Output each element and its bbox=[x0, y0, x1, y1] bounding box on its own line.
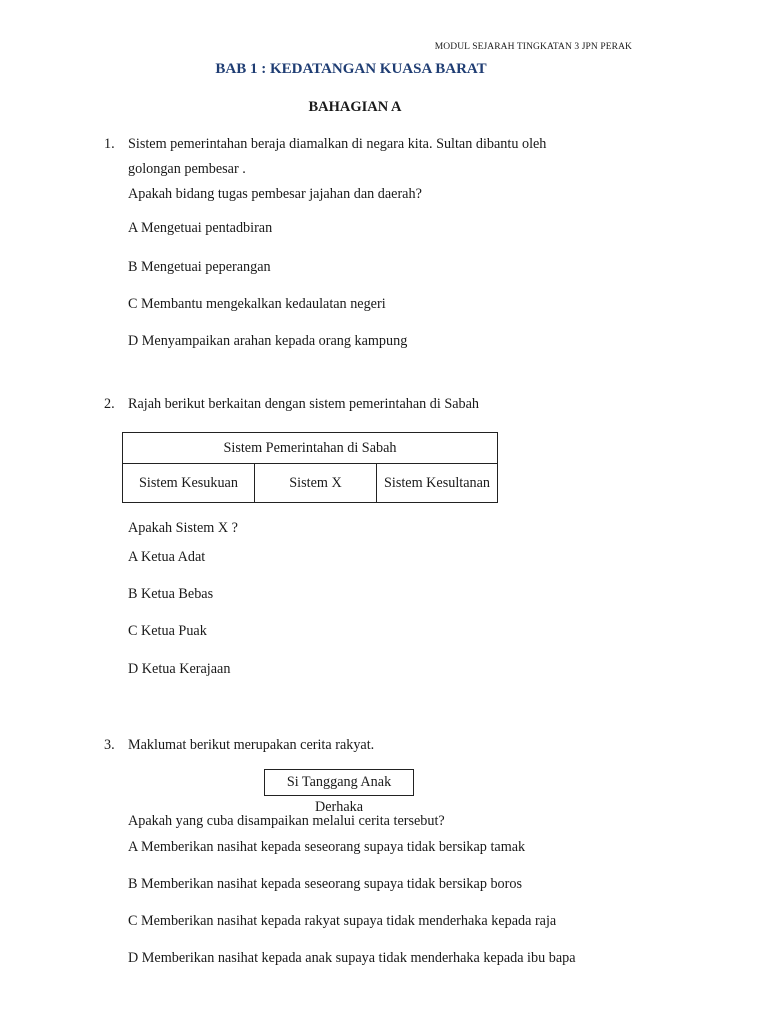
question-3-line-1: Maklumat berikut merupakan cerita rakyat. bbox=[128, 737, 375, 753]
page-header: MODUL SEJARAH TINGKATAN 3 JPN PERAK bbox=[434, 42, 632, 52]
question-2-option-c: C Ketua Puak bbox=[128, 623, 207, 639]
question-3-option-d: D Memberikan nasihat kepada anak supaya tidak menderhaka kepada ibu bapa bbox=[128, 950, 576, 966]
question-1-option-a: A Mengetuai pentadbiran bbox=[128, 220, 273, 236]
table-title: Sistem Pemerintahan di Sabah bbox=[123, 433, 497, 464]
table-cell-kesultanan: Sistem Kesultanan bbox=[384, 475, 490, 491]
question-1-line-1: Sistem pemerintahan beraja diamalkan di negara kita. Sultan dibantu oleh bbox=[128, 136, 547, 152]
folk-tale-box: Si Tanggang Anak Derhaka bbox=[264, 769, 414, 796]
chapter-title: BAB 1 : KEDATANGAN KUASA BARAT bbox=[215, 61, 487, 77]
table-cell-kesukuan: Sistem Kesukuan bbox=[123, 464, 255, 502]
question-1-line-3: Apakah bidang tugas pembesar jajahan dan daerah? bbox=[128, 186, 422, 202]
question-1-line-2: golongan pembesar . bbox=[128, 161, 246, 177]
question-2-option-d: D Ketua Kerajaan bbox=[128, 661, 231, 677]
question-1-option-d: D Menyampaikan arahan kepada orang kampung bbox=[128, 333, 408, 349]
question-1-option-c: C Membantu mengekalkan kedaulatan negeri bbox=[128, 296, 386, 312]
question-2-line-1: Rajah berikut berkaitan dengan sistem pemerintahan di Sabah bbox=[128, 396, 480, 412]
question-2-prompt: Apakah Sistem X ? bbox=[128, 520, 238, 536]
question-2-option-a: A Ketua Adat bbox=[128, 549, 206, 565]
table-cell-sistem-x: Sistem X bbox=[255, 464, 377, 502]
section-title: BAHAGIAN A bbox=[308, 99, 402, 115]
question-3-option-b: B Memberikan nasihat kepada seseorang supaya tidak bersikap boros bbox=[128, 876, 522, 892]
question-1-number: 1. bbox=[104, 136, 115, 152]
question-2-option-b: B Ketua Bebas bbox=[128, 586, 214, 602]
question-1-option-b: B Mengetuai peperangan bbox=[128, 259, 271, 275]
question-3-option-c: C Memberikan nasihat kepada rakyat supaya tidak menderhaka kepada raja bbox=[128, 913, 557, 929]
question-3-option-a: A Memberikan nasihat kepada seseorang supaya tidak bersikap tamak bbox=[128, 839, 526, 855]
government-system-table bbox=[122, 432, 498, 503]
question-2-number: 2. bbox=[104, 396, 115, 412]
question-3-prompt: Apakah yang cuba disampaikan melalui cerita tersebut? bbox=[128, 813, 445, 829]
question-3-number: 3. bbox=[104, 737, 115, 753]
